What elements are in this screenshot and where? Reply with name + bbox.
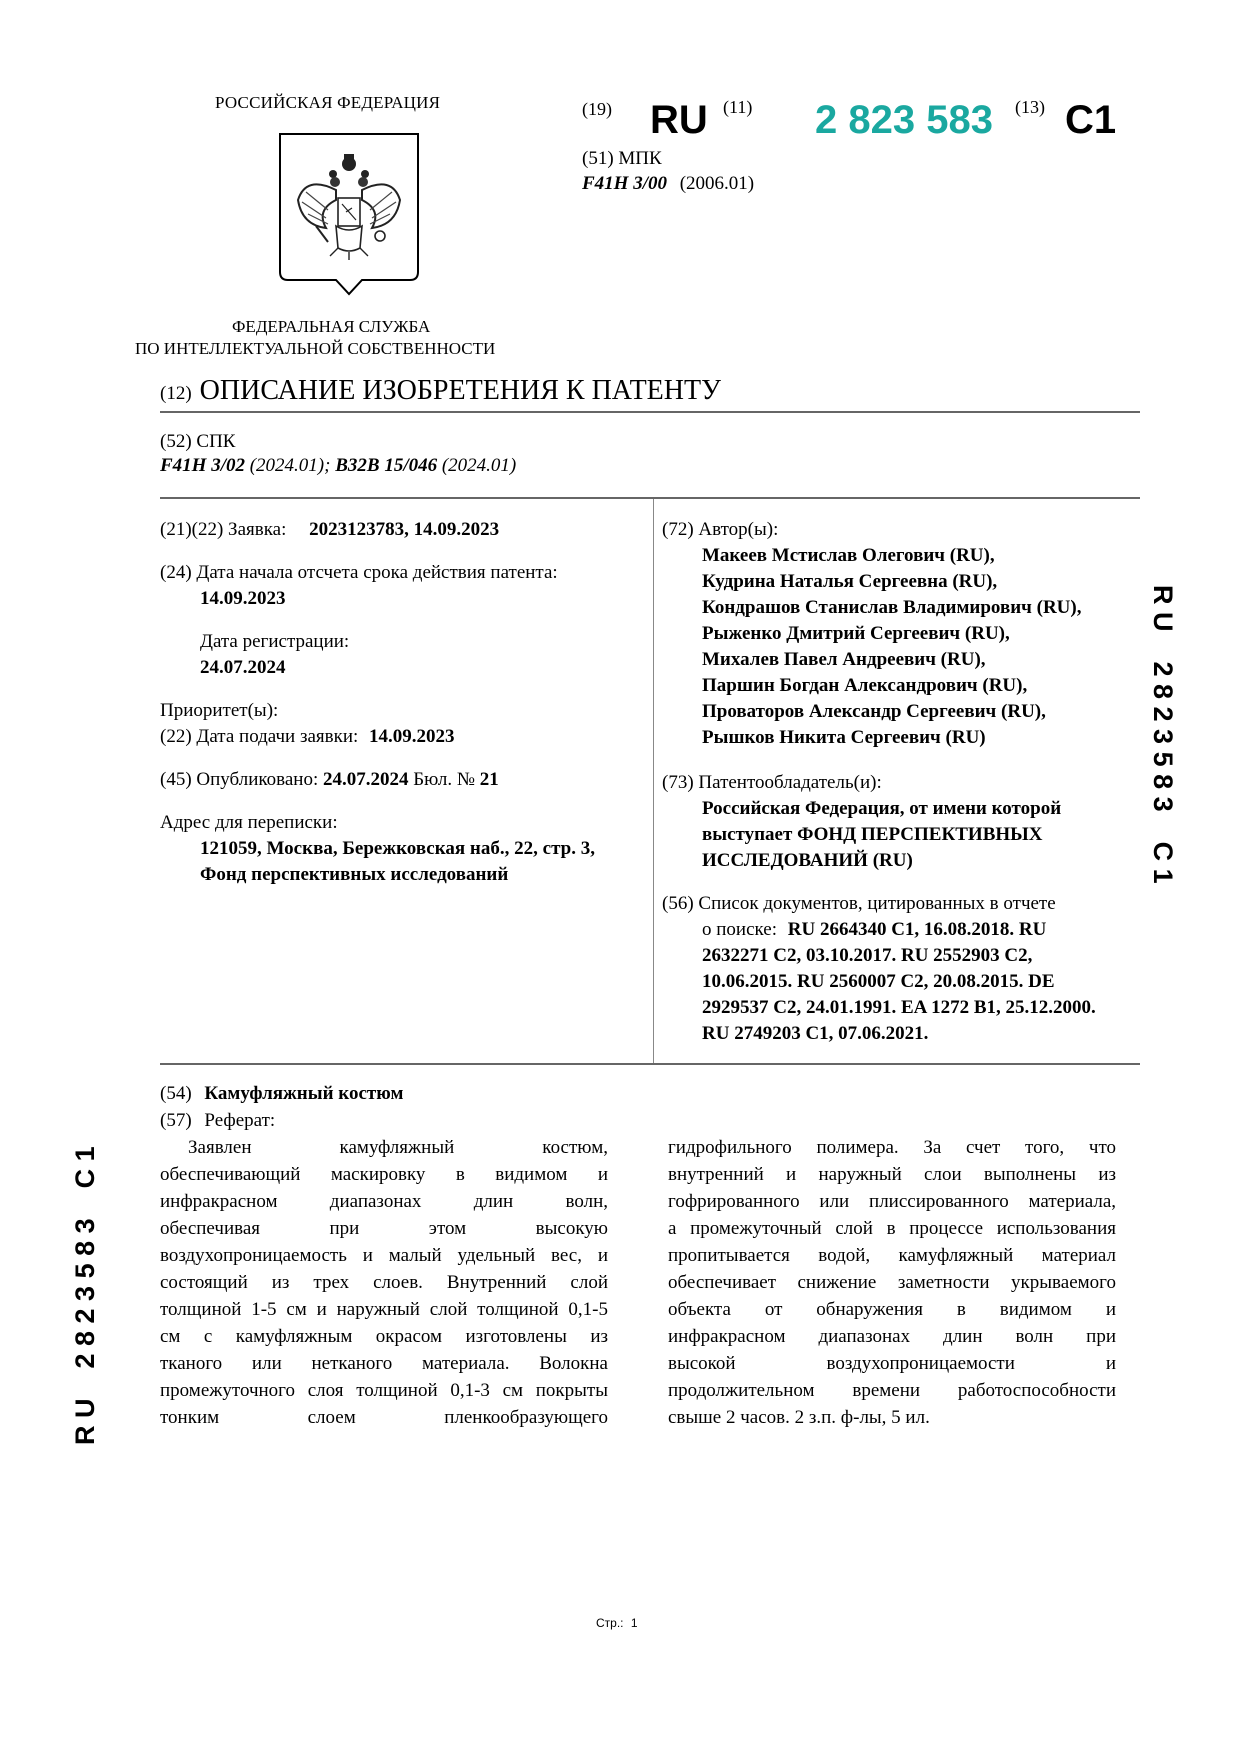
invention-title: Камуфляжный костюм <box>204 1083 404 1104</box>
priority-label: Приоритет(ы): <box>160 700 279 721</box>
citation-line: RU 2664340 C1, 16.08.2018. RU <box>787 919 1047 940</box>
abstract-line: гофрированного или плиссированного материала, <box>668 1191 1116 1212</box>
spk-version-1: (2024.01); <box>249 455 331 476</box>
holder-line: выступает ФОНД ПЕРСПЕКТИВНЫХ <box>702 824 1043 845</box>
address-line-1: 121059, Москва, Бережковская наб., 22, стр. 3, <box>200 838 595 859</box>
spk-block <box>160 430 516 478</box>
page-footer <box>596 1616 638 1630</box>
mpk-classification <box>582 173 754 195</box>
published-label: (45) Опубликовано: <box>160 769 319 790</box>
citations-label: (56) Список документов, цитированных в отчете <box>662 893 1056 914</box>
citations-field <box>662 891 1096 1047</box>
filing-label: (22) Дата подачи заявки: <box>160 726 359 747</box>
address-line-2: Фонд перспективных исследований <box>200 864 509 885</box>
author-item: Паршин Богдан Александрович (RU), <box>702 675 1028 696</box>
authors-label: (72) Автор(ы): <box>662 519 779 540</box>
holder-label: (73) Патентообладатель(и): <box>662 772 882 793</box>
registration-label: Дата регистрации: <box>200 631 350 652</box>
abstract-line: Заявлен камуфляжный костюм, <box>188 1137 608 1158</box>
term-start-label: (24) Дата начала отсчета срока действия патента: <box>160 562 558 583</box>
inid-code-13: (13) <box>1015 97 1045 117</box>
abstract-line: состоящий из трех слоев. Внутренний слой <box>160 1272 608 1293</box>
application-value: 2023123783, 14.09.2023 <box>309 519 500 540</box>
document-title-text: ОПИСАНИЕ ИЗОБРЕТЕНИЯ К ПАТЕНТУ <box>199 375 721 406</box>
abstract-line: высокой воздухопроницаемости и <box>668 1353 1116 1374</box>
term-start-value: 14.09.2023 <box>200 588 286 609</box>
abstract-line: обеспечивающий маскировку в видимом и <box>160 1164 608 1185</box>
agency-name-line2: ПО ИНТЕЛЛЕКТУАЛЬНОЙ СОБСТВЕННОСТИ <box>135 339 496 358</box>
spk-divider <box>160 497 1140 499</box>
registration-field <box>160 629 349 681</box>
spk-label: (52) СПК <box>160 431 236 452</box>
citation-line: 2929537 C2, 24.01.1991. EA 1272 B1, 25.12.2000. <box>702 997 1096 1018</box>
biblio-divider <box>160 1063 1140 1065</box>
address-label: Адрес для переписки: <box>160 812 338 833</box>
spk-version-2: (2024.01) <box>441 455 517 476</box>
abstract-line: свыше 2 часов. 2 з.п. ф-лы, 5 ил. <box>668 1407 930 1428</box>
citations-lead: о поиске: <box>702 919 777 940</box>
registration-value: 24.07.2024 <box>200 657 286 678</box>
abstract-line: объекта от обнаружения в видимом и <box>668 1299 1116 1320</box>
column-divider <box>653 499 654 1064</box>
address-field <box>160 810 595 888</box>
author-item: Рыженко Дмитрий Сергеевич (RU), <box>702 623 1010 644</box>
abstract-line: обеспечивает снижение заметности укрываемого <box>668 1272 1116 1293</box>
page-label: Стр.: <box>596 1616 624 1630</box>
abstract-line: продолжительном времени работоспособности <box>668 1380 1116 1401</box>
application-label: (21)(22) Заявка: <box>160 519 287 540</box>
page-number: 1 <box>630 1616 638 1630</box>
abstract-line: инфракрасном диапазонах длин волн при <box>668 1326 1116 1347</box>
author-item: Михалев Павел Андреевич (RU), <box>702 649 986 670</box>
mpk-version: (2006.01) <box>679 173 755 194</box>
bulletin-value: 21 <box>479 769 499 790</box>
abstract-line: инфракрасном диапазонах длин волн, <box>160 1191 608 1212</box>
country-name: РОССИЙСКАЯ ФЕДЕРАЦИЯ <box>215 93 441 112</box>
abstract-line: пропитывается водой, камуфляжный материал <box>668 1245 1116 1266</box>
abstract-line: а промежуточный слой в процессе использования <box>668 1218 1116 1239</box>
author-item: Кондрашов Станислав Владимирович (RU), <box>702 597 1082 618</box>
abstract-left-column <box>160 1134 608 1431</box>
published-value: 24.07.2024 <box>323 769 409 790</box>
right-margin-patent-id: R U 2 8 2 3 5 8 3 C 1 <box>1148 585 1178 884</box>
invention-title-field <box>160 1081 403 1107</box>
inid-code-19: (19) <box>582 99 612 119</box>
citation-line: 2632271 C2, 03.10.2017. RU 2552903 C2, <box>702 945 1033 966</box>
mpk-label: (51) МПК <box>582 148 662 169</box>
document-title <box>160 375 721 407</box>
russian-coat-of-arms-icon <box>276 130 422 302</box>
citation-line: 10.06.2015. RU 2560007 C2, 20.08.2015. DE <box>702 971 1055 992</box>
author-item: Проваторов Александр Сергеевич (RU), <box>702 701 1046 722</box>
abstract-line: внутренний и наружный слои выполнены из <box>668 1164 1116 1185</box>
holder-field <box>662 770 1061 874</box>
left-margin-patent-id: R U 2 8 2 3 5 8 3 C 1 <box>70 1146 100 1445</box>
country-code: RU <box>650 98 708 142</box>
author-item: Рышков Никита Сергеевич (RU) <box>702 727 986 748</box>
inid-code-12: (12) <box>160 383 192 404</box>
mpk-class-code: F41H 3/00 <box>582 173 667 194</box>
abstract-line: промежуточного слоя толщиной 0,1-3 см покрыты <box>160 1380 608 1401</box>
holder-line: ИССЛЕДОВАНИЙ (RU) <box>702 850 913 871</box>
inid-code-11: (11) <box>723 97 753 117</box>
inid-code-57: (57) <box>160 1110 192 1131</box>
term-start-field <box>160 560 558 612</box>
priority-field <box>160 698 455 750</box>
author-item: Кудрина Наталья Сергеевна (RU), <box>702 571 998 592</box>
bulletin-label: Бюл. № <box>413 769 476 790</box>
spk-class-1: F41H 3/02 <box>160 455 245 476</box>
abstract-right-column <box>668 1134 1116 1431</box>
spk-class-2: B32B 15/046 <box>335 455 438 476</box>
application-field <box>160 517 499 543</box>
abstract-line: обеспечивая при этом высокую <box>160 1218 608 1239</box>
inid-code-54: (54) <box>160 1083 192 1104</box>
published-field <box>160 767 499 793</box>
abstract-label-field <box>160 1108 275 1134</box>
patent-number: 2 823 583 <box>815 98 993 142</box>
abstract-line: тканого или нетканого материала. Волокна <box>160 1353 608 1374</box>
author-item: Макеев Мстислав Олегович (RU), <box>702 545 995 566</box>
filing-value: 14.09.2023 <box>369 726 455 747</box>
kind-code: C1 <box>1065 98 1117 142</box>
abstract-line: тонким слоем пленкообразующего <box>160 1407 608 1428</box>
authors-field <box>662 517 1081 751</box>
holder-line: Российская Федерация, от имени которой <box>702 798 1062 819</box>
abstract-line: гидрофильного полимера. За счет того, что <box>668 1137 1116 1158</box>
abstract-label: Реферат: <box>204 1110 276 1131</box>
abstract-line: воздухопроницаемость и малый удельный вес, и <box>160 1245 608 1266</box>
abstract-line: см с камуфляжным окрасом изготовлены из <box>160 1326 608 1347</box>
agency-name-line1: ФЕДЕРАЛЬНАЯ СЛУЖБА <box>232 317 431 336</box>
abstract-line: толщиной 1-5 см и наружный слой толщиной 0,1-5 <box>160 1299 608 1320</box>
citation-line: RU 2749203 C1, 07.06.2021. <box>702 1023 929 1044</box>
title-divider <box>160 411 1140 413</box>
